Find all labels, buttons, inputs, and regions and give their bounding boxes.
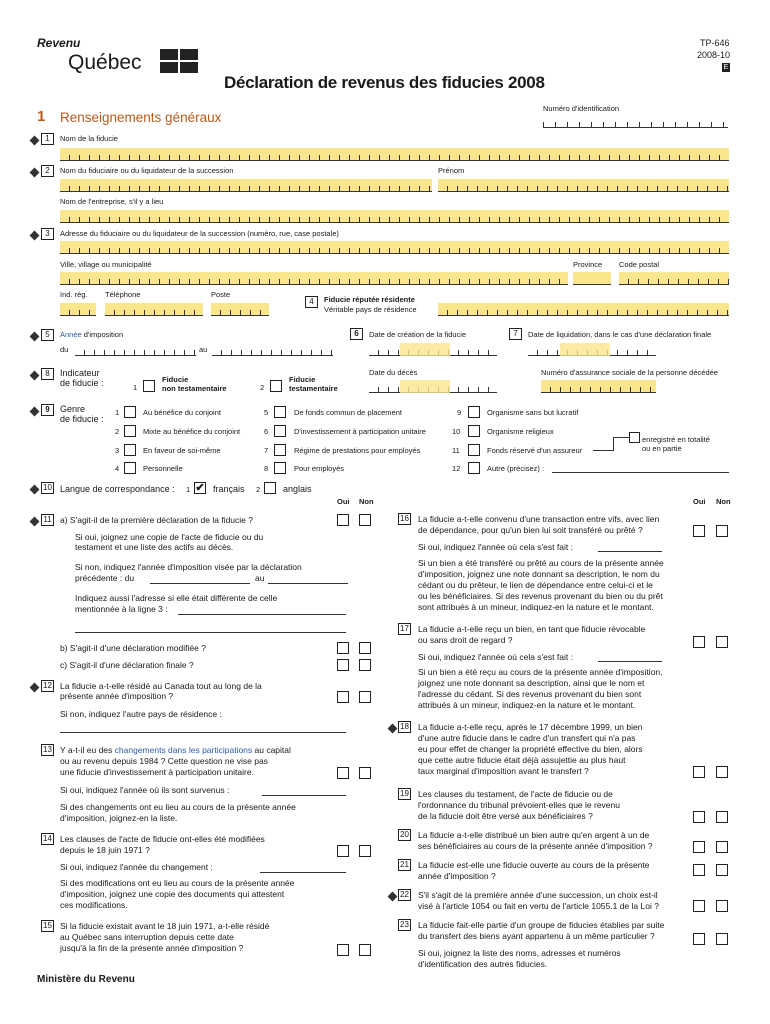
q20-text: ses bénéficiaires au cours de la présente année d'imposition ? [418, 841, 653, 851]
option-number: 9 [457, 408, 462, 417]
diamond-marker [30, 407, 40, 417]
q17-text: attribués à un mineur, indiquez-en la nature et le montant. [418, 700, 636, 710]
diamond-marker [30, 683, 40, 693]
q12-yes[interactable] [337, 691, 349, 703]
option-label: Organisme religieux [487, 427, 554, 436]
option-label: De fonds commun de placement [294, 408, 402, 417]
line-number-7: 7 [509, 328, 522, 340]
option-label: D'investissement à participation unitaire [294, 427, 426, 436]
q11a-no[interactable] [359, 514, 371, 526]
line-number-17: 17 [398, 623, 411, 635]
q15-text: Si la fiducie existait avant le 18 juin 1971, a-t-elle résidé [60, 921, 270, 931]
q11-note: Si non, indiquez l'année d'imposition visée par la déclaration [75, 562, 302, 572]
brand-name: Québec [68, 51, 142, 74]
q23-text: du transfert des biens ayant appartenu à un même particulier ? [418, 931, 655, 941]
option-number: 3 [115, 446, 120, 455]
death-date-label: Date du décès [369, 368, 418, 377]
line-number-22: 22 [398, 889, 411, 901]
q11c-text: c) S'agit-il d'une déclaration finale ? [60, 660, 194, 670]
q16-yes[interactable] [693, 525, 705, 537]
participation-changes-link[interactable]: changements dans les participations [114, 745, 253, 755]
q16-text: La fiducie a-t-elle convenu d'une transaction entre vifs, avec lien [418, 514, 660, 524]
option-number: 4 [115, 464, 120, 473]
q23-text: d'identification des autres fiducies. [418, 959, 548, 969]
diamond-marker [30, 485, 40, 495]
q20-no[interactable] [716, 841, 728, 853]
q11c-no[interactable] [359, 659, 371, 671]
liquidation-date-label: Date de liquidation, dans le cas d'une déclaration finale [528, 330, 712, 339]
employee-trust-checkbox[interactable] [274, 462, 286, 474]
q14-text: ces modifications. [60, 900, 128, 910]
q12-text: Si non, indiquez l'autre pays de résidence : [60, 709, 222, 719]
company-field[interactable] [60, 210, 729, 223]
non-testamentary-checkbox[interactable] [143, 380, 155, 392]
other-checkbox[interactable] [468, 462, 480, 474]
english-label: anglais [283, 484, 312, 494]
extension-label: Poste [211, 290, 231, 299]
q16-text: Si un bien a été transféré ou prêté au cours de la présente année [418, 558, 664, 568]
option-number: 5 [264, 408, 269, 417]
trustee-firstname-field[interactable] [438, 179, 729, 192]
q15-text: jusqu'à la fin de la présente année d'imposition ? [60, 943, 244, 953]
mutual-fund-checkbox[interactable] [274, 406, 286, 418]
q12-no[interactable] [359, 691, 371, 703]
q21-text: La fiducie est-elle une fiducie ouverte au cours de la présente [418, 860, 650, 870]
q13-text: ou au revenu depuis 1984 ? Cette question ne vise pas [60, 756, 268, 766]
q11c-yes[interactable] [337, 659, 349, 671]
unit-trust-checkbox[interactable] [274, 425, 286, 437]
province-label: Province [573, 260, 603, 269]
extension-field[interactable] [211, 303, 269, 316]
line-number-12: 12 [41, 680, 54, 692]
q11b-yes[interactable] [337, 642, 349, 654]
q11-note: précédente : du [75, 573, 135, 583]
q19-text: Les clauses du testament, de l'acte de fiducie ou de [418, 789, 613, 799]
segregated-fund-checkbox[interactable] [468, 444, 480, 456]
q23-yes[interactable] [693, 933, 705, 945]
creation-date-label: Date de création de la fiducie [369, 330, 467, 339]
q14-yes[interactable] [337, 845, 349, 857]
q16-text: de dépendance, pour qu'un bien lui soit transféré ou prêté ? [418, 525, 643, 535]
ministry-footer: Ministère du Revenu [37, 974, 135, 985]
q11-address-field[interactable] [178, 614, 346, 615]
q19-text: l'ordonnance du tribunal prévoient-elles que le revenu [418, 800, 620, 810]
option-label: Fonds réservé d'un assureur [487, 446, 583, 455]
option-label: Personnelle [143, 464, 183, 473]
q11-note: Si oui, joignez une copie de l'acte de fiducie ou du [75, 532, 264, 542]
form-code: TP-646 [700, 38, 730, 48]
option-label: Au bénéfice du conjoint [143, 408, 221, 417]
q22-text: visé à l'article 1054 ou fait en vertu de l'article 1055.1 de la Loi ? [418, 901, 659, 911]
q16-no[interactable] [716, 525, 728, 537]
trust-type-label: Genre [60, 404, 86, 414]
line-number-4: 4 [305, 296, 318, 308]
trust-name-label: Nom de la fiducie [60, 134, 118, 143]
q14-text: d'imposition, joignez une copie des documents qui attestent [60, 889, 285, 899]
tax-year-from-field[interactable] [75, 343, 196, 356]
diamond-marker [30, 332, 40, 342]
q14-text: Si des modifications ont eu lieu au cours de la présente année [60, 878, 295, 888]
q14-no[interactable] [359, 845, 371, 857]
id-label: Numéro d'identification [543, 104, 620, 113]
q11-note: testament et une liste des actifs au décès. [75, 542, 234, 552]
line-number-21: 21 [398, 859, 411, 871]
q16-text: cédant ou du prêteur, le lien de dépendance entre celui-ci et le [418, 580, 653, 590]
q13-no[interactable] [359, 767, 371, 779]
q23-text: La fiducie fait-elle partie d'un groupe de fiducies établies par suite [418, 920, 665, 930]
trust-type-label-2: de fiducie : [60, 414, 104, 424]
q19-text: de la fiducie doit être versé aux bénéficiaires ? [418, 811, 593, 821]
q14-text: Les clauses de l'acte de fiducie ont-elles été modifiées [60, 834, 265, 844]
line-number-8: 8 [41, 368, 54, 380]
line-number-5: 5 [41, 329, 54, 341]
date-highlight [400, 343, 450, 356]
option-number: 1 [115, 408, 120, 417]
option-label: Mixte au bénéfice du conjoint [143, 427, 241, 436]
q14-text: Si oui, indiquez l'année du changement : [60, 862, 213, 872]
registered-checkbox[interactable] [629, 432, 640, 443]
deemed-resident-label: Fiducie réputée résidente [324, 295, 415, 304]
q13-text: d'imposition, joignez-en la liste. [60, 813, 178, 823]
line-number-18: 18 [398, 721, 411, 733]
alter-ego-checkbox[interactable] [124, 444, 136, 456]
connector-line [593, 450, 613, 451]
city-field[interactable] [60, 272, 568, 285]
section-number: 1 [37, 108, 46, 125]
q16-year-field[interactable] [598, 551, 662, 552]
q17-text: Si oui, indiquez l'année où cela s'est fait : [418, 652, 573, 662]
address-field[interactable] [60, 241, 729, 254]
q16-text: ou les bénéficiaires. Si des revenus provenant du bien ou du prêt [418, 591, 663, 601]
option-number: 12 [452, 464, 461, 473]
trustee-name-label: Nom du fiduciaire ou du liquidateur de la succession [60, 166, 234, 175]
option-label: Autre (précisez) : [487, 464, 545, 473]
option-number: 10 [452, 427, 461, 436]
q11a-yes[interactable] [337, 514, 349, 526]
line-number-10: 10 [41, 482, 54, 494]
q22-text: S'il s'agit de la première année d'une succession, un choix est-il [418, 890, 658, 900]
id-number-field[interactable] [543, 122, 728, 128]
q18-text: d'une autre fiducie dans le cadre d'un transfert qui n'a pas [418, 733, 636, 743]
diamond-marker [388, 892, 398, 902]
q22-no[interactable] [716, 900, 728, 912]
q17-no[interactable] [716, 636, 728, 648]
french-checkbox[interactable]: ✔ [195, 482, 205, 494]
line-number-6: 6 [350, 328, 363, 340]
trust-indicator-label: Indicateur [60, 368, 100, 378]
q18-no[interactable] [716, 766, 728, 778]
non-profit-checkbox[interactable] [468, 406, 480, 418]
diamond-marker [388, 724, 398, 734]
sin-field[interactable] [541, 380, 656, 393]
q17-yes[interactable] [693, 636, 705, 648]
q11a-text: a) S'agit-il de la première déclaration de la fiducie ? [60, 515, 253, 525]
line-number-3: 3 [41, 228, 54, 240]
option-number: 2 [256, 485, 261, 494]
q13-text: Y a-t-il eu des [60, 745, 115, 755]
firstname-label: Prénom [438, 166, 465, 175]
q13-text: Si oui, indiquez l'année où ils sont survenus : [60, 785, 230, 795]
diamond-marker [30, 136, 40, 146]
q13-text: au capital [252, 745, 291, 755]
other-specify-field[interactable] [552, 472, 729, 473]
option-number: 8 [264, 464, 269, 473]
q17-text: La fiducie a-t-elle reçu un bien, en tant que fiducie révocable [418, 624, 646, 634]
q16-text: d'imposition, joignez une note donnant sa description, le nom du [418, 569, 660, 579]
testamentary-label: Fiducie [289, 375, 316, 384]
q11b-text: b) S'agit-il d'une déclaration modifiée ? [60, 643, 206, 653]
province-field[interactable] [573, 272, 611, 285]
q12-text: La fiducie a-t-elle résidé au Canada tout au long de la [60, 681, 262, 691]
q16-text: Si oui, indiquez l'année où cela s'est fait : [418, 542, 573, 552]
sin-label: Numéro d'assurance sociale de la personne décédée [541, 368, 718, 377]
q13-text: Si des changements ont eu lieu au cours de la présente année [60, 802, 296, 812]
phone-field[interactable] [105, 303, 203, 316]
date-highlight [560, 343, 610, 356]
q19-yes[interactable] [693, 811, 705, 823]
area-code-label: Ind. rég. [60, 290, 88, 299]
religious-org-checkbox[interactable] [468, 425, 480, 437]
option-label: Régime de prestations pour employés [294, 446, 421, 455]
q17-text: l'adresse du cédant. Si des revenus provenant du bien sont [418, 689, 642, 699]
q17-year-field[interactable] [598, 661, 662, 662]
q12-text: présente année d'imposition ? [60, 691, 174, 701]
quebec-flag-logo [160, 49, 198, 73]
diamond-marker [30, 371, 40, 381]
q14-text: depuis le 18 juin 1971 ? [60, 845, 150, 855]
true-country-label: Véritable pays de résidence [324, 305, 417, 314]
line-number-16: 16 [398, 513, 411, 525]
diamond-marker [30, 231, 40, 241]
trust-name-field[interactable] [60, 148, 729, 161]
non-testamentary-label-2: non testamentaire [162, 384, 227, 393]
form-letter-badge: E [723, 64, 729, 71]
date-highlight [400, 380, 450, 393]
line-number-14: 14 [41, 833, 54, 845]
language-label: Langue de correspondance : [60, 484, 175, 494]
q15-no[interactable] [359, 944, 371, 956]
address-label: Adresse du fiduciaire ou du liquidateur de la succession (numéro, rue, case postale) [60, 229, 339, 238]
trustee-lastname-field[interactable] [60, 179, 432, 192]
postal-code-label: Code postal [619, 260, 660, 269]
employee-benefit-checkbox[interactable] [274, 444, 286, 456]
testamentary-label-2: testamentaire [289, 384, 338, 393]
registered-label-2: ou en partie [642, 444, 682, 453]
q19-no[interactable] [716, 811, 728, 823]
country-field[interactable] [438, 303, 729, 316]
tax-year-to-field[interactable] [212, 343, 333, 356]
q13-year-field[interactable] [262, 795, 346, 796]
q15-yes[interactable] [337, 944, 349, 956]
q23-text: Si oui, joignez la liste des noms, adresses et numéros [418, 948, 621, 958]
line-number-15: 15 [41, 920, 54, 932]
connector-line [613, 437, 614, 451]
option-label: Pour employés [294, 464, 345, 473]
q13-yes[interactable] [337, 767, 349, 779]
q23-no[interactable] [716, 933, 728, 945]
q11-to-field[interactable] [268, 583, 348, 584]
no-header: Non [359, 497, 374, 506]
personal-trust-checkbox[interactable] [124, 462, 136, 474]
q21-yes[interactable] [693, 864, 705, 876]
q12-country-field[interactable] [60, 732, 346, 733]
line-number-19: 19 [398, 788, 411, 800]
option-label: Organisme sans but lucratif [487, 408, 579, 417]
q20-yes[interactable] [693, 841, 705, 853]
q17-text: Si un bien a été reçu au cours de la présente année d'imposition, [418, 667, 663, 677]
trust-indicator-label-2: de fiducie : [60, 378, 104, 388]
option-label: En faveur de soi-même [143, 446, 221, 455]
line-number-1: 1 [41, 133, 54, 145]
phone-label: Téléphone [105, 290, 141, 299]
q16-text: sont attribués à un mineur, indiquez-en la nature et le montant. [418, 602, 654, 612]
option-number: 11 [452, 446, 460, 455]
form-version: 2008-10 [697, 50, 731, 60]
area-code-field[interactable] [60, 303, 96, 316]
line-number-13: 13 [41, 744, 54, 756]
q11-address-field-2[interactable] [75, 632, 346, 633]
q21-no[interactable] [716, 864, 728, 876]
q13-text: une fiducie d'investissement à participation unitaire. [60, 767, 254, 777]
line-number-23: 23 [398, 919, 411, 931]
yes-header: Oui [337, 497, 350, 506]
q20-text: La fiducie a-t-elle distribué un bien autre qu'en argent à un de [418, 830, 650, 840]
q18-text: que cette autre fiducie était déjà assujettie au plus haut [418, 755, 626, 765]
non-testamentary-label: Fiducie [162, 375, 189, 384]
q17-text: joignez une note donnant sa description, ainsi que le nom et [418, 678, 645, 688]
q11b-no[interactable] [359, 642, 371, 654]
q18-text: eu pour effet de changer la propriété effective du bien, alors [418, 744, 643, 754]
section-title: Renseignements généraux [60, 110, 222, 125]
diamond-marker [30, 517, 40, 527]
q21-text: année d'imposition ? [418, 871, 496, 881]
option-number: 7 [264, 446, 269, 455]
q11-from-field[interactable] [150, 583, 250, 584]
q11-to-label: au [255, 573, 265, 583]
q18-yes[interactable] [693, 766, 705, 778]
line-number-9: 9 [41, 404, 54, 416]
to-label: au [199, 345, 208, 354]
q11-note: mentionnée à la ligne 3 : [75, 604, 168, 614]
from-label: du [60, 345, 69, 354]
french-label: français [213, 484, 245, 494]
registered-label: enregistré en totalité [642, 435, 710, 444]
option-number: 1 [186, 485, 191, 494]
q15-text: au Québec sans interruption depuis cette date [60, 932, 234, 942]
option-number: 2 [115, 427, 120, 436]
english-checkbox[interactable] [264, 482, 276, 494]
option-number: 1 [133, 383, 138, 392]
line-number-2: 2 [41, 165, 54, 177]
page-title: Déclaration de revenus des fiducies 2008 [224, 73, 545, 92]
option-number: 6 [264, 427, 269, 436]
line-number-11: 11 [41, 514, 54, 526]
q18-text: taux marginal d'imposition avant le transfert ? [418, 766, 589, 776]
testamentary-checkbox[interactable] [270, 380, 282, 392]
q18-text: La fiducie a-t-elle reçu, après le 17 décembre 1999, un bien [418, 722, 643, 732]
q17-text: ou sans droit de regard ? [418, 635, 513, 645]
company-label: Nom de l'entreprise, s'il y a lieu [60, 197, 164, 206]
q11-note: Indiquez aussi l'adresse si elle était différente de celle [75, 593, 278, 603]
yes-header: Oui [693, 497, 706, 506]
diamond-marker [30, 168, 40, 178]
spousal-trust-checkbox[interactable] [124, 406, 136, 418]
tax-year-link[interactable]: Année [60, 330, 82, 339]
city-label: Ville, village ou municipalité [60, 260, 152, 269]
joint-spousal-checkbox[interactable] [124, 425, 136, 437]
line-number-20: 20 [398, 829, 411, 841]
option-number: 2 [260, 383, 265, 392]
no-header: Non [716, 497, 731, 506]
tax-year-label: d'imposition [81, 330, 124, 339]
brand-top: Revenu [37, 36, 81, 50]
postal-code-field[interactable] [619, 272, 729, 285]
q22-yes[interactable] [693, 900, 705, 912]
q14-year-field[interactable] [260, 872, 346, 873]
